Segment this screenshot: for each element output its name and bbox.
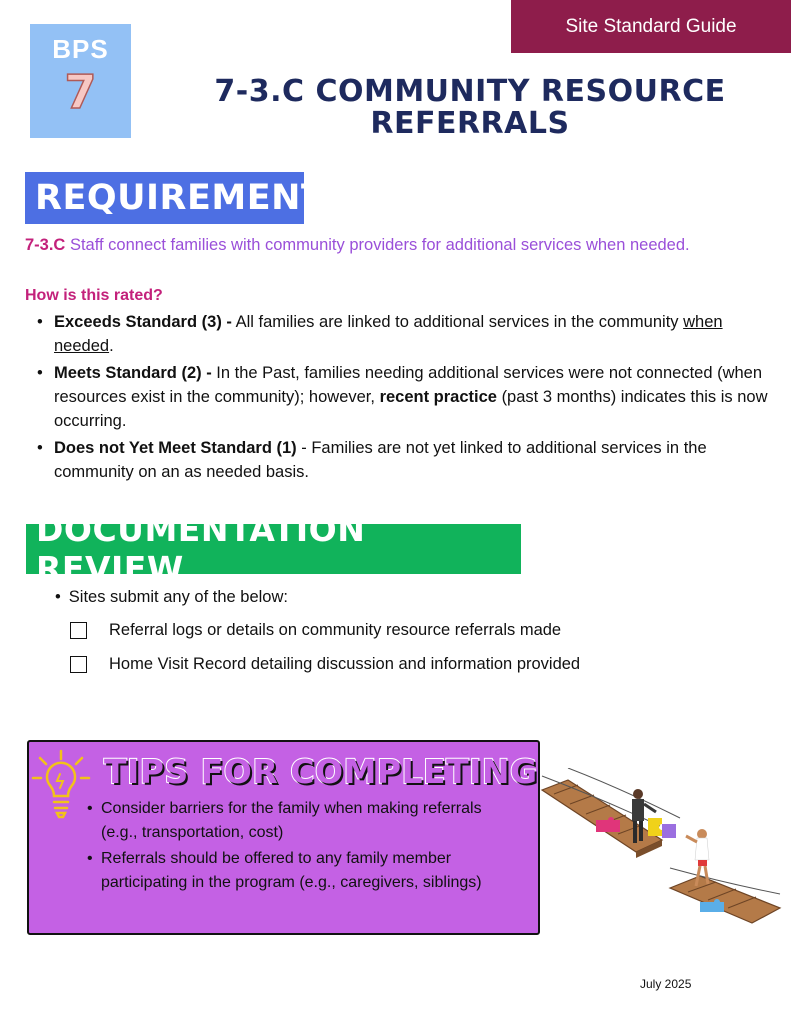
requirement-text: Staff connect families with community providers for additional services when needed. [69, 236, 690, 254]
tips-list [85, 797, 505, 897]
rating-list [35, 310, 775, 487]
rating-item-exceeds [35, 310, 775, 358]
rating-item-meets [35, 361, 775, 433]
rating-item-does-not-meet [35, 436, 775, 484]
bps-badge-label: BPS [52, 34, 109, 64]
tips-heading: TIPS FOR COMPLETING [104, 752, 538, 791]
checkbox[interactable] [70, 656, 87, 673]
guide-label: Site Standard Guide [565, 15, 737, 37]
documentation-item-label: Home Visit Record detailing discussion and information provided [109, 655, 581, 673]
documentation-intro-text: Sites submit any of the below: [68, 588, 288, 606]
bullet-icon: • [55, 588, 61, 606]
tip-item: • Consider barriers for the family when making referrals (e.g., transportation, cost) [85, 797, 505, 845]
footer-date: July 2025 [640, 977, 692, 991]
checkbox[interactable] [70, 622, 87, 639]
page-title-line1: 7-3.C COMMUNITY RESOURCE [214, 74, 726, 109]
documentation-heading: DOCUMENTATION REVIEW [36, 510, 366, 588]
rating-label: Does not Yet Meet Standard (1) [54, 439, 297, 457]
rating-question: How is this rated? [25, 287, 163, 304]
requirement-heading: REQUIREMENT [35, 178, 326, 218]
rating-label: Meets Standard (2) - [54, 364, 212, 382]
requirement-code: 7-3.C [25, 236, 66, 254]
tip-item: • Referrals should be offered to any family member participating in the program (e.g., caregivers, siblings) [85, 847, 505, 895]
bps-badge-number: 7 [64, 65, 97, 119]
site-standard-guide-tab [511, 0, 791, 53]
documentation-item [70, 621, 561, 640]
lightbulb-icon [30, 748, 92, 826]
rating-underlined: when needed [54, 313, 723, 355]
documentation-item-label: Referral logs or details on community resource referrals made [109, 621, 562, 639]
bps-badge [30, 24, 131, 138]
page-title [150, 76, 790, 140]
requirement-banner [25, 172, 326, 224]
page-title-line2: REFERRALS [370, 106, 570, 141]
bridge-puzzle-illustration [540, 768, 785, 928]
requirement-statement [25, 236, 775, 255]
documentation-banner [26, 510, 521, 588]
rating-text: In the Past, families needing additional services were not connected (when resources exist in the community); however, [54, 364, 763, 406]
documentation-item [70, 655, 580, 674]
rating-text: - Families are not yet linked to additional services in the community on an as needed basis. [54, 439, 707, 481]
documentation-intro [55, 588, 288, 607]
rating-after: . [109, 337, 114, 355]
rating-text: All families are linked to additional services in the community [235, 313, 679, 331]
rating-label: Exceeds Standard (3) - [54, 313, 232, 331]
rating-after: (past 3 months) indicates this is now occurring. [54, 388, 768, 430]
rating-bold-mid: recent practice [379, 388, 497, 406]
